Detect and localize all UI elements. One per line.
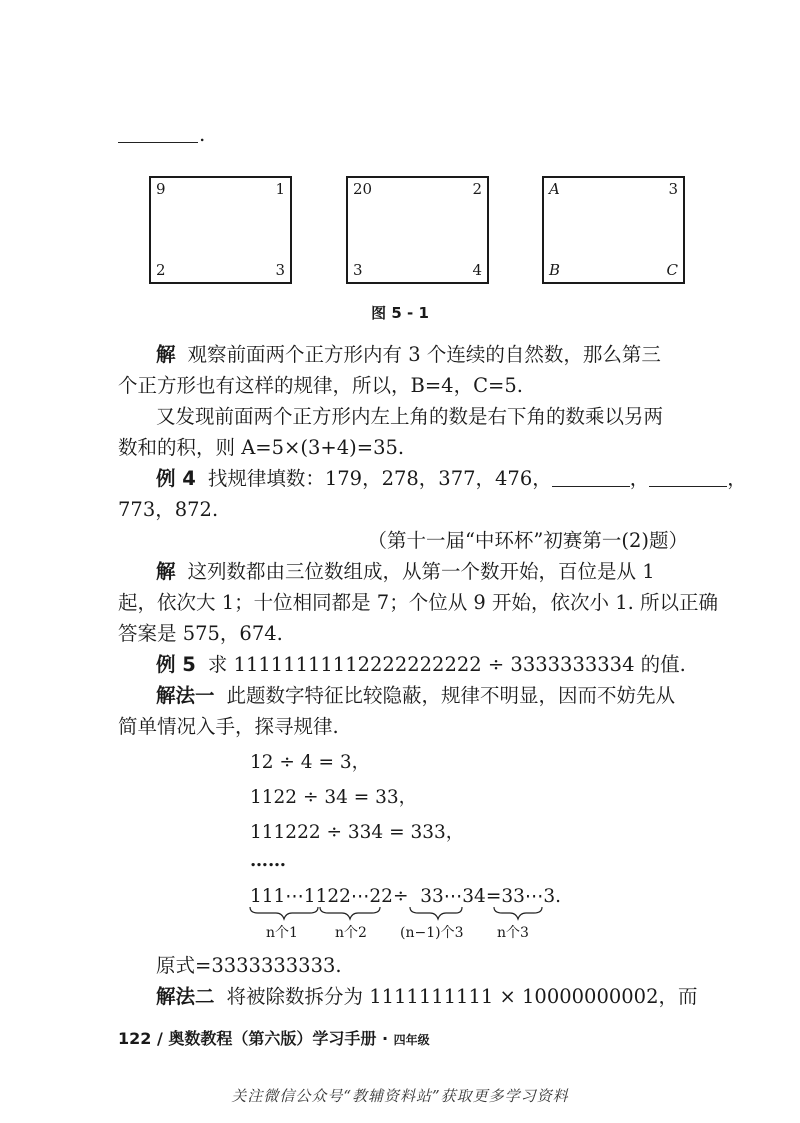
figure-square-2 — [346, 176, 489, 284]
method-1-line-2: 简单情况入手，探寻规律. — [118, 715, 339, 738]
square-1-bottom-left: 2 — [156, 261, 166, 279]
solution-label: 解 — [156, 560, 176, 583]
example-4-text: 找规律填数：179，278，377，476， — [207, 467, 552, 490]
group-ones: 111⋯11 — [250, 886, 328, 907]
figure-caption: 图 5 - 1 — [371, 304, 429, 322]
brace-2 — [320, 907, 380, 919]
square-1-top-right: 1 — [275, 180, 285, 198]
solution-3-text-1: 观察前面两个正方形内有 3 个连续的自然数，那么第三 — [187, 343, 661, 366]
square-2-bottom-right: 4 — [472, 261, 482, 279]
figure-square-1 — [149, 176, 292, 284]
example-4-line-1 — [156, 464, 747, 494]
label-n-threes: n个3 — [497, 925, 529, 941]
solution-4-line-2: 起，依次大 1；十位相同都是 7；个位从 9 开始，依次小 1. 所以正确 — [118, 591, 719, 614]
equation-2: 1122 ÷ 34 = 33， — [250, 787, 418, 808]
solution-4-line-3: 答案是 575，674. — [118, 622, 283, 645]
method-1-line-1 — [156, 681, 688, 711]
group-result: 33⋯3 — [501, 886, 556, 907]
solution-4-text-1: 这列数都由三位数组成，从第一个数开始，百位是从 1 — [187, 560, 655, 583]
book-title: 奥数教程（第六版）学习手册 — [168, 1029, 377, 1048]
method-1-result: 原式=3333333333. — [156, 954, 342, 977]
solution-3-line-3: 又发现前面两个正方形内左上角的数是右下角的数乘以另两 — [156, 405, 664, 428]
square-1-bottom-right: 3 — [275, 261, 285, 279]
group-threes-tail: 4 — [474, 886, 486, 907]
square-2-top-right: 2 — [472, 180, 482, 198]
footer-dot: · — [382, 1029, 389, 1048]
underbraces — [248, 905, 558, 921]
example-4-line-2: 773，872. — [118, 498, 219, 521]
period: . — [199, 122, 206, 146]
example-5-label: 例 5 — [156, 653, 196, 676]
label-n-twos: n个2 — [335, 925, 367, 941]
group-twos: 22⋯22 — [327, 886, 393, 907]
solution-3-line-2: 个正方形也有这样的规律，所以，B=4，C=5. — [118, 374, 523, 397]
equals-sign: = — [485, 886, 502, 907]
solution-label: 解 — [156, 343, 176, 366]
figure-square-3 — [542, 176, 685, 284]
method-1-label: 解法一 — [156, 684, 215, 707]
answer-blank-2 — [649, 468, 727, 487]
ellipsis: …… — [250, 850, 286, 871]
square-3-bottom-right: C — [666, 261, 678, 279]
answer-blank — [118, 128, 198, 143]
square-3-bottom-left: B — [549, 261, 561, 279]
square-2-top-left: 20 — [353, 180, 373, 198]
square-3-top-left: A — [549, 180, 560, 198]
divide-sign: ÷ — [392, 886, 409, 907]
solution-3-line-1 — [156, 340, 688, 370]
example-4-source: （第十一届“中环杯”初赛第一(2)题） — [367, 529, 688, 552]
method-1-text-1: 此题数字特征比较隐蔽，规律不明显，因而不妨先从 — [226, 684, 676, 707]
label-n-minus-1-threes: (n−1)个3 — [400, 925, 464, 941]
solution-3-line-4: 数和的积，则 A=5×(3+4)=35. — [118, 436, 405, 459]
brace-1 — [250, 907, 318, 919]
label-n-ones: n个1 — [266, 925, 298, 941]
group-threes: 33⋯3 — [420, 886, 475, 907]
example-5-line — [156, 650, 688, 680]
method-2-text-1: 将被除数拆分为 1111111111 × 10000000002，而 — [226, 985, 698, 1008]
equation-1: 12 ÷ 4 = 3， — [250, 752, 371, 773]
example-4-label: 例 4 — [156, 467, 196, 490]
example-5-text: 求 11111111112222222222 ÷ 3333333334 的值. — [207, 653, 686, 676]
period: . — [555, 886, 562, 907]
footer-slash: / — [156, 1029, 163, 1048]
brace-3 — [410, 907, 462, 919]
page-footer — [118, 1026, 430, 1049]
brace-4 — [494, 907, 542, 919]
answer-blank-1 — [552, 468, 630, 487]
page-number: 122 — [118, 1029, 152, 1048]
grade-label: 四年级 — [393, 1033, 430, 1047]
square-1-top-left: 9 — [156, 180, 166, 198]
method-2-line-1 — [156, 982, 698, 1012]
example-4-sep: ， — [629, 467, 650, 490]
equation-3: 111222 ÷ 334 = 333， — [250, 822, 465, 843]
watermark-banner: 关注微信公众号“教辅资料站”获取更多学习资料 — [231, 1087, 569, 1105]
solution-4-line-1 — [156, 557, 688, 587]
square-2-bottom-left: 3 — [353, 261, 363, 279]
method-2-label: 解法二 — [156, 985, 215, 1008]
example-4-tail: ， — [727, 467, 747, 490]
square-3-top-right: 3 — [668, 180, 678, 198]
